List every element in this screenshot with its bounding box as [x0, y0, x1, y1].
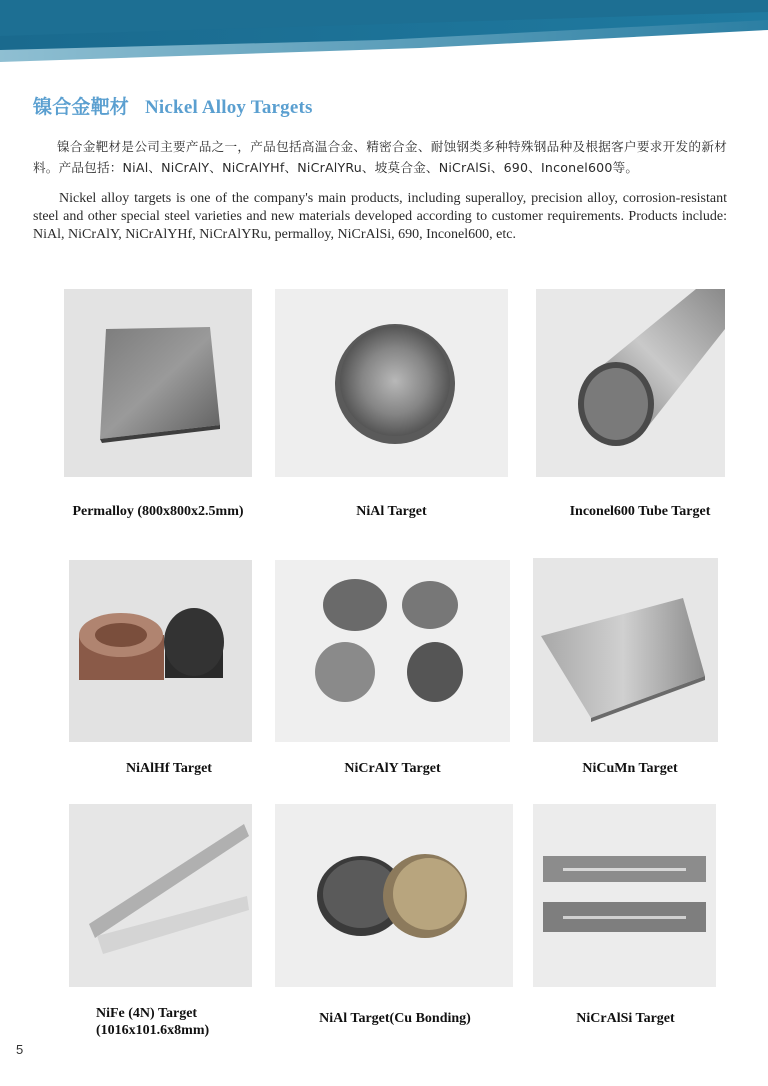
- caption-permalloy: Permalloy (800x800x2.5mm): [72, 504, 244, 519]
- permalloy-photo: [64, 289, 252, 477]
- nife-target-photo: [69, 804, 252, 987]
- nicumn-target-photo: [533, 558, 718, 742]
- caption-nife-line1: NiFe (4N) Target: [96, 1006, 198, 1021]
- intro-paragraph-en: Nickel alloy targets is one of the company's main products, including superalloy, precision alloy, corrosion-resistant steel and other special steel varieties and new materials developed according to customer requirements. Products include: NiAl, NiCrAlY, NiCrAlYHf, NiCrAlYRu, permalloy, NiCrAlSi, 690, Inconel600, etc.: [33, 191, 727, 242]
- page-number: 5: [16, 1042, 24, 1057]
- caption-nicumn: NiCuMn Target: [582, 761, 678, 776]
- nialhf-target-photo: [69, 560, 252, 742]
- caption-nicraly: NiCrAlY Target: [344, 761, 441, 776]
- nicralsi-target-photo: [533, 804, 716, 987]
- caption-nife: [96, 1005, 209, 1039]
- heading-cn: 镍合金靶材: [33, 97, 130, 118]
- heading-en: Nickel Alloy Targets: [145, 97, 313, 118]
- caption-nife-line2: (1016x101.6x8mm): [96, 1023, 210, 1038]
- intro-paragraph-cn: 镍合金靶材是公司主要产品之一，产品包括高温合金、精密合金、耐蚀钢类多种特殊钢品种及根据客户要求开发的新材料。产品包括：NiAl、NiCrAlY、NiCrAlYHf、NiCrAlYRu、坡莫合金、NiCrAlSi、690、Inconel600等。: [33, 139, 727, 175]
- inconel600-tube-photo: [536, 289, 725, 477]
- caption-nial-cu-bonding: NiAl Target(Cu Bonding): [319, 1011, 471, 1026]
- caption-nial: NiAl Target: [356, 504, 427, 519]
- nial-cu-bonding-photo: [275, 804, 513, 987]
- caption-nicralsi: NiCrAlSi Target: [576, 1011, 675, 1026]
- caption-inconel600: Inconel600 Tube Target: [569, 504, 711, 519]
- nial-target-photo: [275, 289, 508, 477]
- caption-nialhf: NiAlHf Target: [126, 761, 212, 776]
- section-heading: [33, 92, 313, 119]
- top-banner: [0, 0, 768, 62]
- nicraly-target-photo: [275, 560, 510, 742]
